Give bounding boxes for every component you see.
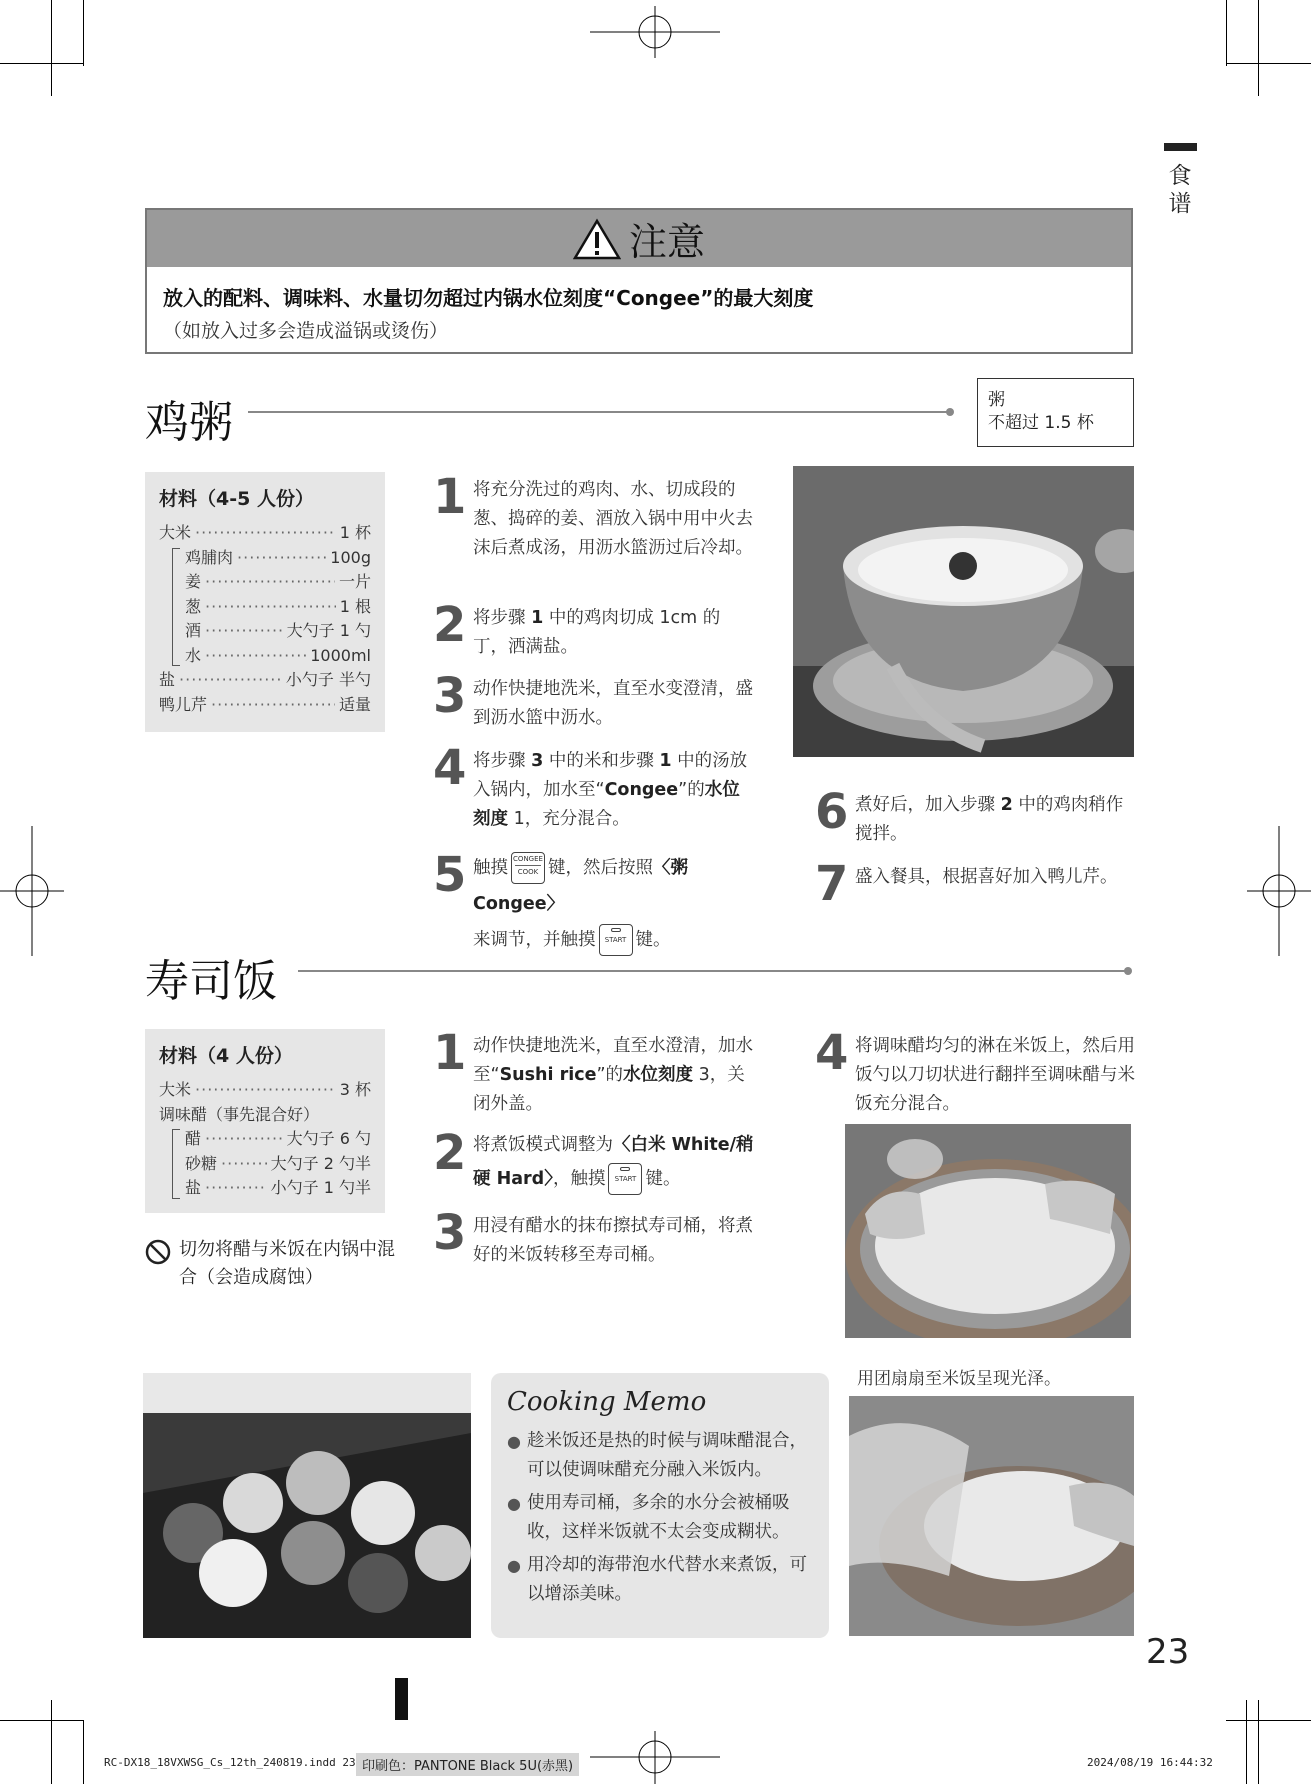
ingredient-row: 大米 ····· 1 杯	[159, 521, 371, 546]
caution-box	[145, 208, 1133, 354]
caution-sub-text: （如放入过多会造成溢锅或烫伤）	[163, 320, 449, 342]
footer-print-color: 印刷色：PANTONE Black 5U(赤黑)	[356, 1753, 579, 1776]
registration-mark-top	[590, 6, 720, 58]
bullet-icon: ●	[507, 1494, 521, 1513]
prohibited-icon	[145, 1239, 171, 1265]
ingredient-row: 砂糖 ····· 大勺子 2 勺半	[159, 1152, 371, 1177]
ingredient-row: 葱 ····· 1 根	[159, 595, 371, 620]
bullet-icon: ●	[507, 1556, 521, 1575]
print-mark	[395, 1678, 408, 1720]
note-line-1: 粥	[988, 390, 1005, 410]
ingredient-row: 酒 ····· 大勺子 1 勺	[159, 619, 371, 644]
photo-caption: 用团扇扇至米饭呈现光泽。	[857, 1369, 1061, 1389]
ingredients-title: 材料（4 人份）	[159, 1045, 293, 1067]
warning-text: 切勿将醋与米饭在内锅中混合（会造成腐蚀）	[179, 1239, 395, 1288]
section-rule	[298, 970, 1128, 972]
memo-item: ● 用冷却的海带泡水代替水来煮饭，可以增添美味。	[507, 1551, 813, 1609]
crop-mark	[1258, 0, 1259, 96]
ingredient-bracket	[172, 1129, 180, 1199]
temari-sushi-photo	[143, 1373, 471, 1638]
memo-title: Cooking Memo	[507, 1387, 707, 1417]
start-key-icon: START	[608, 1163, 642, 1195]
registration-mark-left	[0, 826, 64, 956]
section-rule	[248, 411, 948, 413]
start-key-icon: START	[599, 924, 633, 956]
sushi-warning	[145, 1236, 395, 1292]
crop-mark	[0, 63, 84, 64]
section-rule-dot	[1124, 967, 1132, 975]
crop-mark	[83, 1720, 84, 1784]
congee-step-1: 1 将充分洗过的鸡肉、水、切成段的葱、捣碎的姜、酒放入锅中用中火去沫后煮成汤，用沥水篮沥过后冷却。	[433, 469, 753, 558]
congee-capacity-note	[977, 378, 1134, 447]
bullet-icon: ●	[507, 1432, 521, 1451]
congee-title: 鸡粥	[145, 397, 233, 448]
memo-item: ● 趁米饭还是热的时候与调味醋混合，可以使调味醋充分融入米饭内。	[507, 1427, 813, 1485]
footer-file: RC-DX18_18VXWSG_Cs_12th_240819.indd 23	[104, 1756, 356, 1769]
cooking-memo	[491, 1373, 829, 1638]
sushi-step-3: 3 用浸有醋水的抹布擦拭寿司桶，将煮好的米饭转移至寿司桶。	[433, 1205, 753, 1265]
ingredient-bracket	[172, 548, 180, 666]
ingredient-row: 盐 ····· 小勺子 半勺	[159, 668, 371, 693]
crop-mark	[1246, 1700, 1247, 1784]
ingredient-row: 姜 ····· 一片	[159, 570, 371, 595]
sushi-mixing-photo	[845, 1124, 1131, 1338]
congee-step-2: 2 将步骤 1 中的鸡肉切成 1cm 的丁，洒满盐。	[433, 597, 721, 657]
crop-mark	[51, 0, 52, 96]
sushi-title: 寿司饭	[145, 956, 277, 1007]
side-tab-bar	[1164, 143, 1197, 151]
sushi-step-4: 4 将调味醋均匀的淋在米饭上，然后用饭勺以刀切状进行翻拌至调味醋与米饭充分混合。	[815, 1025, 1135, 1114]
congee-ingredients-box	[145, 472, 385, 732]
congee-step-5: 5 触摸 CONGEE COOK 键，然后按照〈粥 Congee〉 来调节，并触摸 START 键。	[433, 850, 763, 958]
crop-mark	[83, 0, 84, 66]
crop-mark	[1226, 1720, 1311, 1721]
crop-mark	[1226, 63, 1311, 64]
section-rule-dot	[946, 408, 954, 416]
congee-step-6: 6 煮好后，加入步骤 2 中的鸡肉稍作搅拌。	[815, 784, 1124, 844]
ingredient-row: 盐 ····· 小勺子 1 勺半	[159, 1176, 371, 1201]
congee-cook-key-icon: CONGEE COOK	[511, 852, 545, 884]
page-number: 23	[1146, 1632, 1190, 1672]
registration-mark-right	[1247, 826, 1311, 956]
sushi-step-1: 1 动作快捷地洗米，直至水澄清，加水至“Sushi rice”的水位刻度 3，关闭外盖。	[433, 1025, 753, 1114]
congee-step-7: 7 盛入餐具，根据喜好加入鸭儿芹。	[815, 856, 1118, 912]
ingredients-title: 材料（4-5 人份）	[159, 488, 314, 510]
sushi-fanning-photo	[849, 1396, 1134, 1636]
footer-date: 2024/08/19 16:44:32	[1087, 1756, 1213, 1769]
crop-mark	[51, 1700, 52, 1784]
ingredient-row: 水 ····· 1000ml	[159, 644, 371, 669]
crop-mark	[1226, 0, 1227, 66]
sushi-step-2: 2 将煮饭模式调整为〈白米 White/稍硬 Hard〉，触摸 START 键。	[433, 1128, 763, 1196]
caution-title: 注意	[628, 220, 705, 264]
ingredient-row: 醋 ····· 大勺子 6 勺	[159, 1127, 371, 1152]
crop-mark	[1258, 1700, 1259, 1784]
caution-main-text: 放入的配料、调味料、水量切勿超过内锅水位刻度“Congee”的最大刻度	[163, 286, 814, 310]
sushi-ingredients-box	[145, 1029, 385, 1213]
ingredient-row: 鸡脯肉 ····· 100g	[159, 546, 371, 571]
registration-mark-bottom	[590, 1731, 720, 1784]
congee-step-4: 4 将步骤 3 中的米和步骤 1 中的汤放入锅内，加水至“Congee”的水位刻度 1，充分混合。	[433, 740, 748, 829]
congee-photo	[793, 466, 1134, 757]
warning-triangle-icon	[573, 218, 621, 260]
caution-header	[147, 210, 1131, 267]
ingredient-row: 大米 ····· 3 杯	[159, 1078, 371, 1103]
note-line-2: 不超过 1.5 杯	[988, 413, 1094, 433]
memo-item: ● 使用寿司桶，多余的水分会被桶吸收，这样米饭就不太会变成糊状。	[507, 1489, 813, 1547]
ingredient-row: 调味醋（事先混合好）	[159, 1104, 320, 1124]
side-tab-label: 食谱	[1168, 163, 1192, 217]
ingredient-row: 鸭儿芹 ····· 适量	[159, 693, 371, 718]
crop-mark	[0, 1720, 84, 1721]
congee-step-3: 3 动作快捷地洗米，直至水变澄清，盛到沥水篮中沥水。	[433, 668, 753, 728]
